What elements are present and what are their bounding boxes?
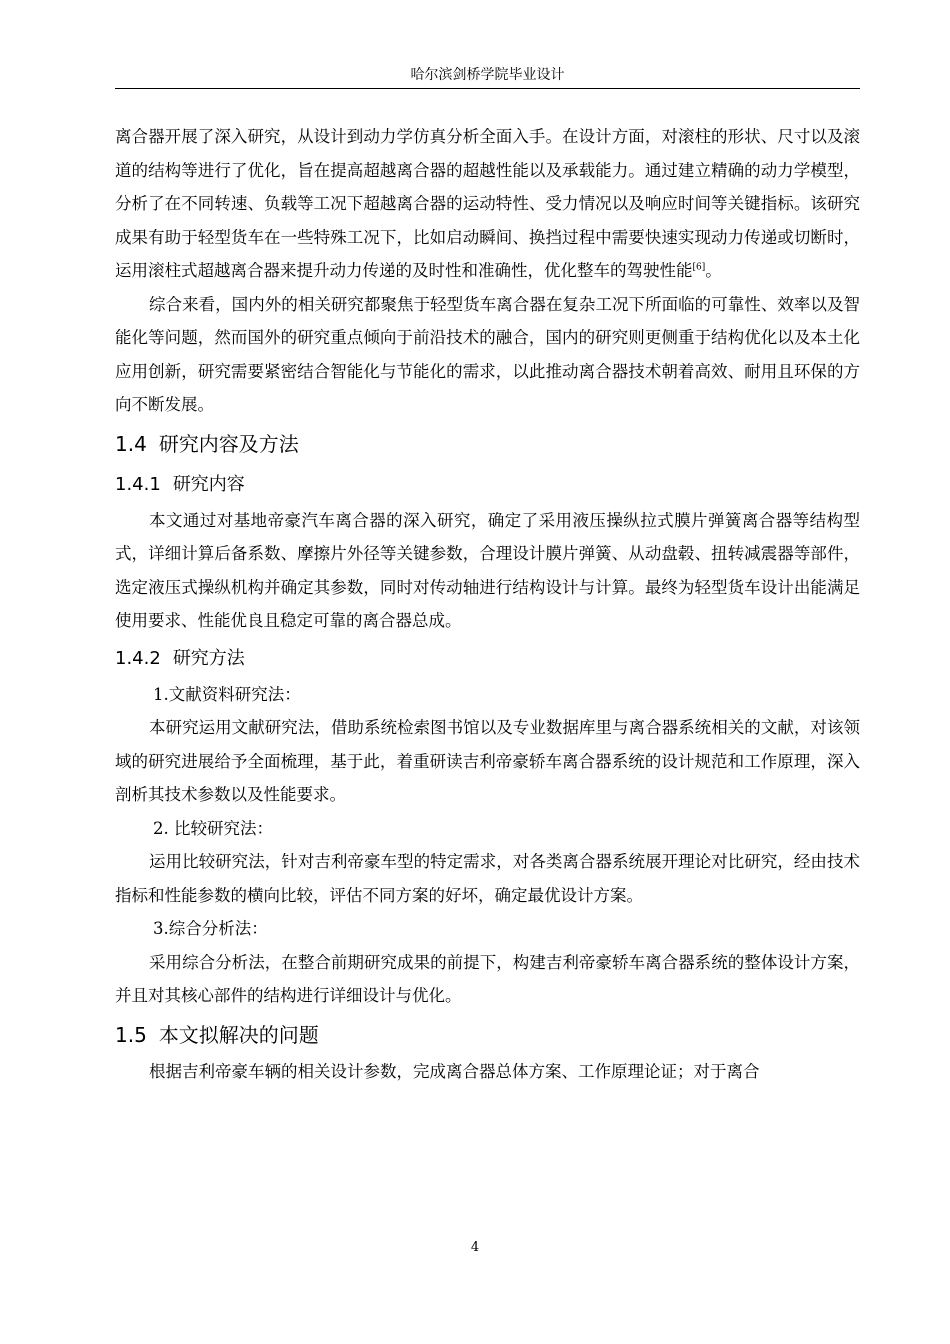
subsection-heading-1-4-1: [115, 466, 860, 504]
method-3-title: 3.综合分析法：: [153, 919, 268, 938]
paragraph-text: 离合器开展了深入研究，从设计到动力学仿真分析全面入手。在设计方面，对滚柱的形状、尺寸以及滚道的结构等进行了优化，旨在提高超越离合器的超越性能以及承载能力。通过建立精确的动力学模型，分析了在不同转速、负载等工况下超越离合器的运动特性、受力情况以及响应时间等关键指标。该研究成果有助于轻型货车在一些特殊工况下，比如启动瞬间、换挡过程中需要快速实现动力传递或切断时，运用滚柱式超越离合器来提升动力传递的及时性和准确性，优化整车的驾驶性能: [115, 127, 860, 280]
page-number: 4: [470, 1240, 480, 1255]
paragraph-research-content: 本文通过对基地帝豪汽车离合器的深入研究，确定了采用液压操纵拉式膜片弹簧离合器等结构型式，详细计算后备系数、摩擦片外径等关键参数，合理设计膜片弹簧、从动盘毂、扭转减震器等部件，选定液压式操纵机构并确定其参数，同时对传动轴进行结构设计与计算。最终为轻型货车设计出能满足使用要求、性能优良且稳定可靠的离合器总成。: [115, 510, 860, 630]
section-title: 研究内容及方法: [158, 431, 299, 456]
citation-ref: [6]: [692, 262, 706, 273]
method-2-title: 2. 比较研究法：: [153, 818, 273, 838]
document-body: [115, 120, 860, 1088]
method-3-text: 采用综合分析法，在整合前期研究成果的前提下，构建吉利帝豪轿车离合器系统的整体设计方案，并且对其核心部件的结构进行详细设计与优化。: [115, 952, 860, 1005]
paragraph-continued: [115, 120, 860, 288]
section-number: 1.4: [115, 431, 147, 456]
section-title: 本文拟解决的问题: [158, 1022, 319, 1047]
paragraph-end: 。: [705, 261, 722, 280]
method-1-title: 1.文献资料研究法：: [153, 684, 301, 704]
subsection-title: 研究方法: [172, 647, 245, 669]
subsection-heading-1-4-2: [115, 640, 860, 678]
paragraph-problems: 根据吉利帝豪车辆的相关设计参数，完成离合器总体方案、工作原理论证；对于离合: [149, 1061, 760, 1081]
section-heading-1-5: [115, 1015, 860, 1055]
section-number: 1.5: [115, 1022, 147, 1047]
subsection-number: 1.4.2: [115, 647, 161, 669]
subsection-title: 研究内容: [172, 473, 245, 495]
method-2-text: 运用比较研究法，针对吉利帝豪车型的特定需求，对各类离合器系统展开理论对比研究，经由技术指标和性能参数的横向比较，评估不同方案的好坏，确定最优设计方案。: [115, 852, 860, 905]
method-1-text: 本研究运用文献研究法，借助系统检索图书馆以及专业数据库里与离合器系统相关的文献，对该领域的研究进展给予全面梳理，基于此，着重研读吉利帝豪轿车离合器系统的设计规范和工作原理，深入剖析其技术参数以及性能要求。: [115, 718, 860, 804]
header-title: 哈尔滨剑桥学院毕业设计: [410, 67, 565, 83]
section-heading-1-4: [115, 424, 860, 464]
paragraph-summary: 综合来看，国内外的相关研究都聚焦于轻型货车离合器在复杂工况下所面临的可靠性、效率以及智能化等问题，然而国外的研究重点倾向于前沿技术的融合，国内的研究则更侧重于结构优化以及本土化应用创新，研究需要紧密结合智能化与节能化的需求，以此推动离合器技术朝着高效、耐用且环保的方向不断发展。: [115, 294, 860, 414]
page-header: [115, 66, 860, 89]
subsection-number: 1.4.1: [115, 473, 161, 495]
